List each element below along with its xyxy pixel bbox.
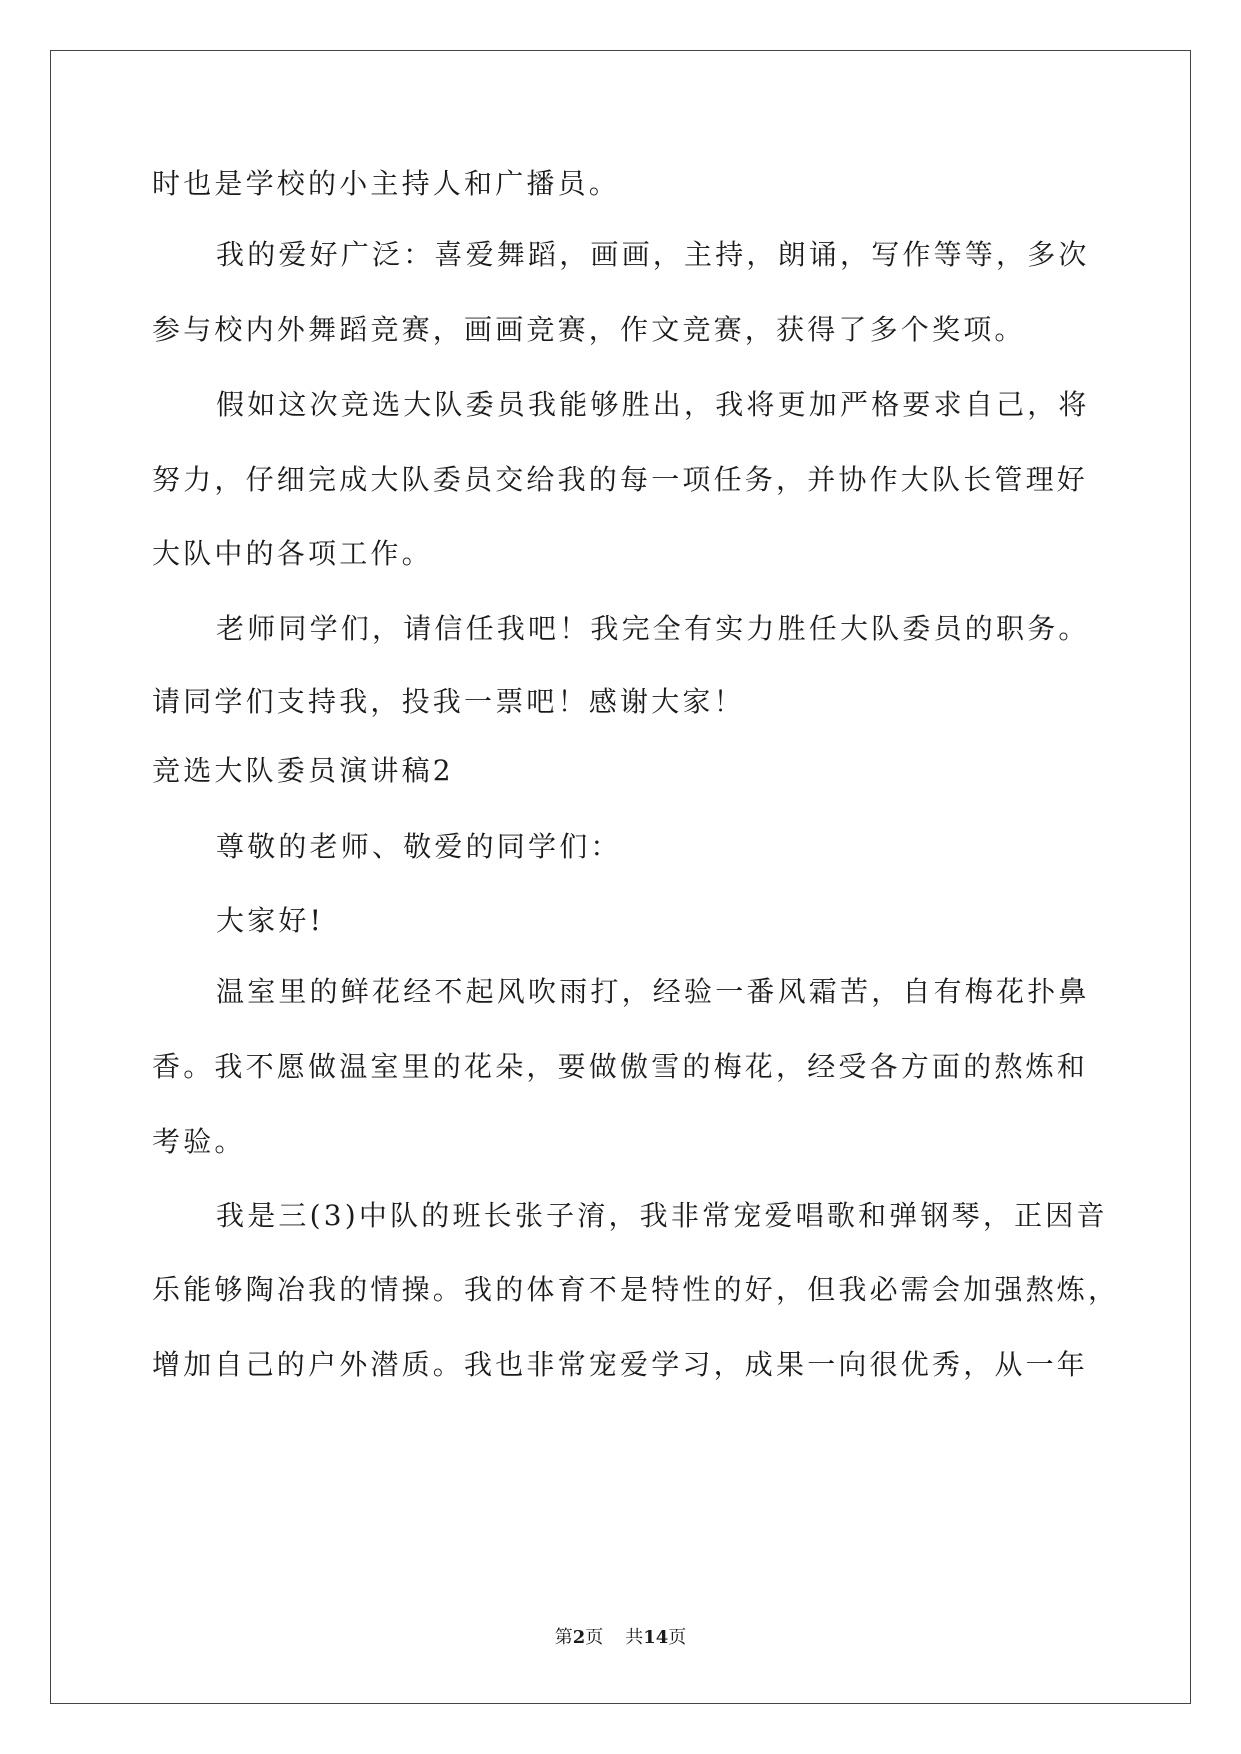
text-line-14: 考验。 [152,1125,246,1158]
page-number: 2 [572,1627,586,1648]
text-line-8: 请同学们支持我，投我一票吧！感谢大家！ [152,685,745,718]
text-line-7: 老师同学们，请信任我吧！我完全有实力胜任大队委员的职务。 [216,612,1090,645]
text-line-6: 大队中的各项工作。 [152,537,433,570]
text-line-2: 我的爱好广泛：喜爱舞蹈，画画，主持，朗诵，写作等等，多次 [216,238,1090,271]
footer-prefix: 第 [554,1627,573,1648]
text-line-11: 大家好! [216,904,325,937]
text-line-1: 时也是学校的小主持人和广播员。 [152,167,621,200]
section-heading: 竞选大队委员演讲稿2 [152,754,454,787]
text-line-16: 乐能够陶冶我的情操。我的体育不是特性的好，但我必需会加强熬炼， [152,1273,1120,1306]
footer-total-prefix: 共 [625,1627,644,1648]
text-line-5: 努力，仔细完成大队委员交给我的每一项任务，并协作大队长管理好 [152,463,1089,496]
text-line-17: 增加自己的户外潜质。我也非常宠爱学习，成果一向很优秀，从一年 [152,1348,1089,1381]
text-line-4: 假如这次竞选大队委员我能够胜出，我将更加严格要求自己，将 [216,388,1090,421]
text-line-10: 尊敬的老师、敬爱的同学们： [216,830,622,863]
page-footer [0,1626,1241,1650]
page-border [50,50,1191,1704]
text-line-12: 温室里的鲜花经不起风吹雨打，经验一番风霜苦，自有梅花扑鼻 [216,975,1090,1008]
footer-total-suffix: 页 [668,1627,687,1648]
text-line-13: 香。我不愿做温室里的花朵，要做傲雪的梅花，经受各方面的熬炼和 [152,1050,1089,1083]
text-line-3: 参与校内外舞蹈竞赛，画画竞赛，作文竞赛，获得了多个奖项。 [152,313,1026,346]
text-line-15: 我是三(3)中队的班长张子淯，我非常宠爱唱歌和弹钢琴，正因音 [216,1199,1108,1232]
footer-page-suffix: 页 [585,1627,604,1648]
total-pages: 14 [643,1627,669,1648]
